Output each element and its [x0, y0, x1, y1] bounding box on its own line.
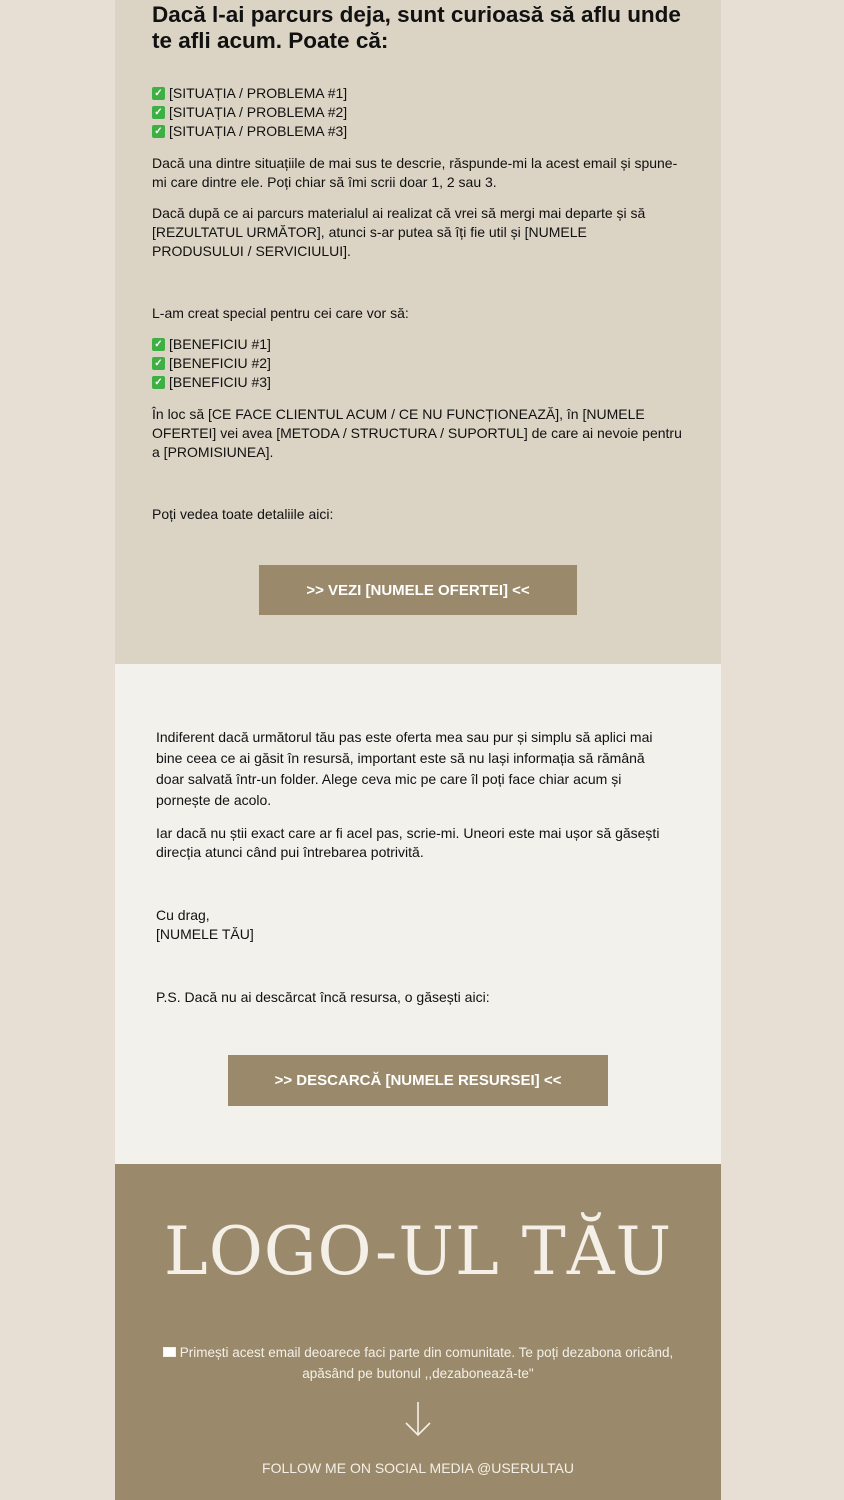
benefits-list	[152, 335, 692, 392]
ps-paragraph: P.S. Dacă nu ai descărcat încă resursa, o găsești aici:	[156, 989, 490, 1005]
follow-social-link[interactable]: FOLLOW ME ON SOCIAL MEDIA @USERULTAU	[262, 1460, 574, 1476]
sender-name: [NUMELE TĂU]	[156, 926, 254, 942]
email-container	[115, 0, 721, 1500]
closing-section	[115, 664, 721, 1164]
list-item: ✓ [BENEFICIU #1]	[152, 335, 692, 354]
write-me-paragraph: Iar dacă nu știi exact care ar fi acel pas, scrie-mi. Uneori este mai ușor să găsești direcția atunci când pui întrebarea potrivită.	[156, 825, 660, 860]
list-item: ✓ [BENEFICIU #3]	[152, 373, 692, 392]
list-item: ✓ [SITUAȚIA / PROBLEMA #1]	[152, 84, 692, 103]
closing-paragraph: Indiferent dacă următorul tău pas este oferta mea sau pur și simplu să aplici mai bine ceea ce ai găsit în resursă, important este să nu lași informația să rămână doar salvată într-un folder. Alege ceva mic pe care îl poți face chiar acum și pornește de acolo.	[156, 729, 653, 808]
signoff: Cu drag,	[156, 907, 210, 923]
view-offer-button[interactable]: >> VEZI [NUMELE OFERTEI] <<	[259, 565, 577, 615]
check-icon: ✓	[152, 125, 165, 138]
reply-paragraph: Dacă una dintre situațiile de mai sus te descrie, răspunde-mi la acest email și spune-mi care dintre ele. Poți chiar să îmi scrii doar 1, 2 sau 3.	[152, 155, 678, 190]
check-icon: ✓	[152, 357, 165, 370]
check-icon: ✓	[152, 376, 165, 389]
list-item: ✓ [BENEFICIU #2]	[152, 354, 692, 373]
next-step-paragraph: Dacă după ce ai parcurs materialul ai realizat că vrei să mergi mai departe și să [REZULTATUL URMĂTOR], atunci s-ar putea să îți fie util și [NUMELE PRODUSULUI / SERVICIULUI].	[152, 205, 646, 259]
check-icon: ✓	[152, 338, 165, 351]
instead-paragraph: În loc să [CE FACE CLIENTUL ACUM / CE NU FUNCȚIONEAZĂ], în [NUMELE OFERTEI] vei avea [METODA / STRUCTURA / SUPORTUL] de care ai nevoie pentru a [PROMISIUNEA].	[152, 406, 682, 460]
check-icon: ✓	[152, 106, 165, 119]
offer-section	[115, 0, 721, 664]
download-resource-button[interactable]: >> DESCARCĂ [NUMELE RESURSEI] <<	[228, 1055, 608, 1106]
list-item: ✓ [SITUAȚIA / PROBLEMA #2]	[152, 103, 692, 122]
created-for-paragraph: L-am creat special pentru cei care vor să:	[152, 305, 409, 321]
check-icon: ✓	[152, 87, 165, 100]
envelope-icon	[163, 1347, 176, 1357]
arrow-down-icon	[402, 1400, 434, 1438]
situations-list	[152, 84, 692, 141]
details-paragraph: Poți vedea toate detaliile aici:	[152, 506, 334, 522]
list-item: ✓ [SITUAȚIA / PROBLEMA #3]	[152, 122, 692, 141]
footer-notice-text: Primești acest email deoarece faci parte din comunitate. Te poți dezabona oricând, apăsând pe butonul ,,dezabonează-te"	[179, 1345, 674, 1381]
footer-notice	[155, 1342, 681, 1384]
section-heading: Dacă l-ai parcurs deja, sunt curioasă să aflu unde te afli acum. Poate că:	[152, 2, 681, 53]
logo: LOGO-UL TĂU	[163, 1213, 673, 1290]
